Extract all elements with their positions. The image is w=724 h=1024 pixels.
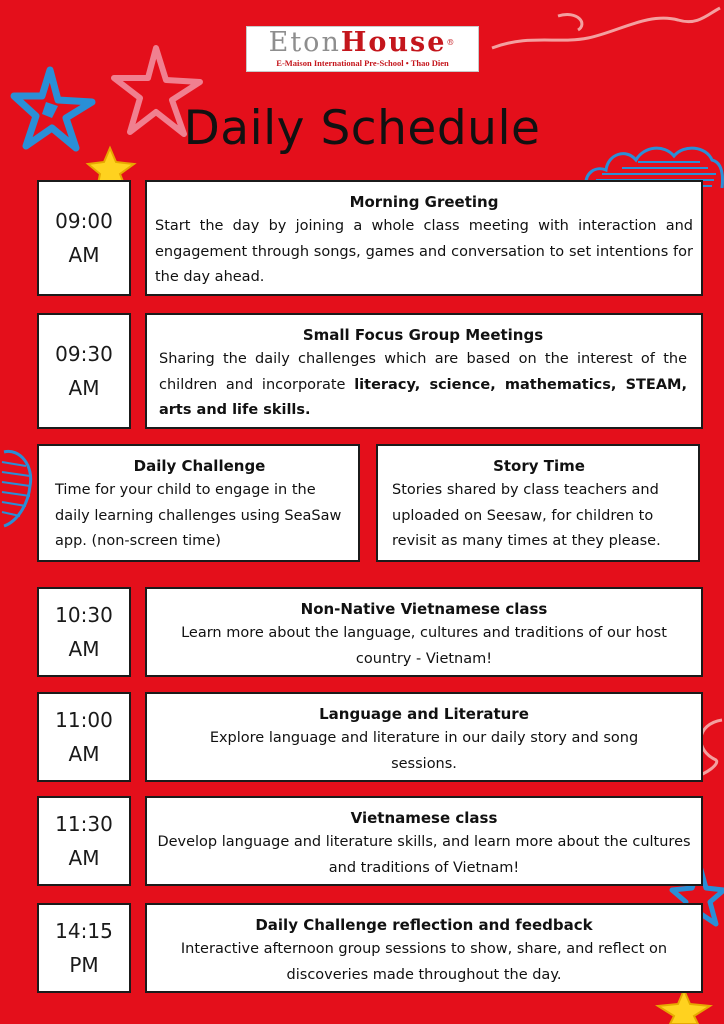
activity-description: Stories shared by class teachers and uploaded on Seesaw, for children to revisit as many times at they please. [392,482,661,549]
activity-description: Interactive afternoon group sessions to show, share, and reflect on discoveries made throughout the day. [180,941,668,983]
activity-description: Explore language and literature in our daily story and song sessions. [209,730,639,772]
time-box [37,180,131,296]
time-period: PM [69,953,99,977]
time-period: AM [68,376,100,400]
activity-description: Time for your child to engage in the daily learning challenges using SeaSaw app. (non-screen time) [55,482,342,549]
time-value: 10:30 [55,603,113,627]
activity-box [145,692,703,782]
story-time-box [376,444,700,562]
time-box [37,692,131,782]
activity-description: Develop language and literature skills, and learn more about the cultures and traditions of Vietnam! [157,834,691,876]
activity-title: Morning Greeting [349,193,499,211]
time-period: AM [68,637,100,661]
page-title: Daily Schedule [183,101,541,156]
time-period: AM [68,243,100,267]
activity-box [145,313,703,429]
activity-title: Daily Challenge [133,457,266,475]
logo-subtitle: E-Maison International Pre-School • Thao Dien [276,58,449,68]
time-period: AM [68,742,100,766]
time-box [37,313,131,429]
time-box [37,903,131,993]
activity-box [145,180,703,296]
activity-box [145,903,703,993]
swirl-icon-top-right [488,4,724,64]
time-value: 11:30 [55,812,113,836]
activity-title: Daily Challenge reflection and feedback [255,916,593,934]
time-box [37,587,131,677]
time-value: 14:15 [55,919,113,943]
activity-description: Learn more about the language, cultures and traditions of our host country - Vietnam! [181,625,667,667]
stripes-scribble-icon-left [0,446,40,530]
star-icon-yellow-bottom [654,988,714,1024]
time-value: 11:00 [55,708,113,732]
activity-title: Story Time [493,457,585,475]
activity-box [145,587,703,677]
time-value: 09:00 [55,209,113,233]
time-value: 09:30 [55,342,113,366]
activity-title: Language and Literature [319,705,529,723]
school-logo [246,26,479,72]
activity-box [145,796,703,886]
activity-subjects: literacy, science, mathematics, STEAM, arts and life skills. [159,376,687,418]
time-period: AM [68,846,100,870]
activity-title: Non-Native Vietnamese class [300,600,548,618]
activity-description: Sharing the daily challenges which are based on the interest of the children and incorporate literacy, science, mathematics, STEAM, arts and life skills. [159,351,687,418]
activity-description: Start the day by joining a whole class meeting with interaction and engagement through songs, games and conversation to set intentions for the day ahead. [155,218,693,285]
time-box [37,796,131,886]
activity-title: Vietnamese class [350,809,498,827]
logo-wordmark: EtonHouse® [268,27,457,58]
activity-title: Small Focus Group Meetings [302,326,544,344]
daily-challenge-box [37,444,360,562]
